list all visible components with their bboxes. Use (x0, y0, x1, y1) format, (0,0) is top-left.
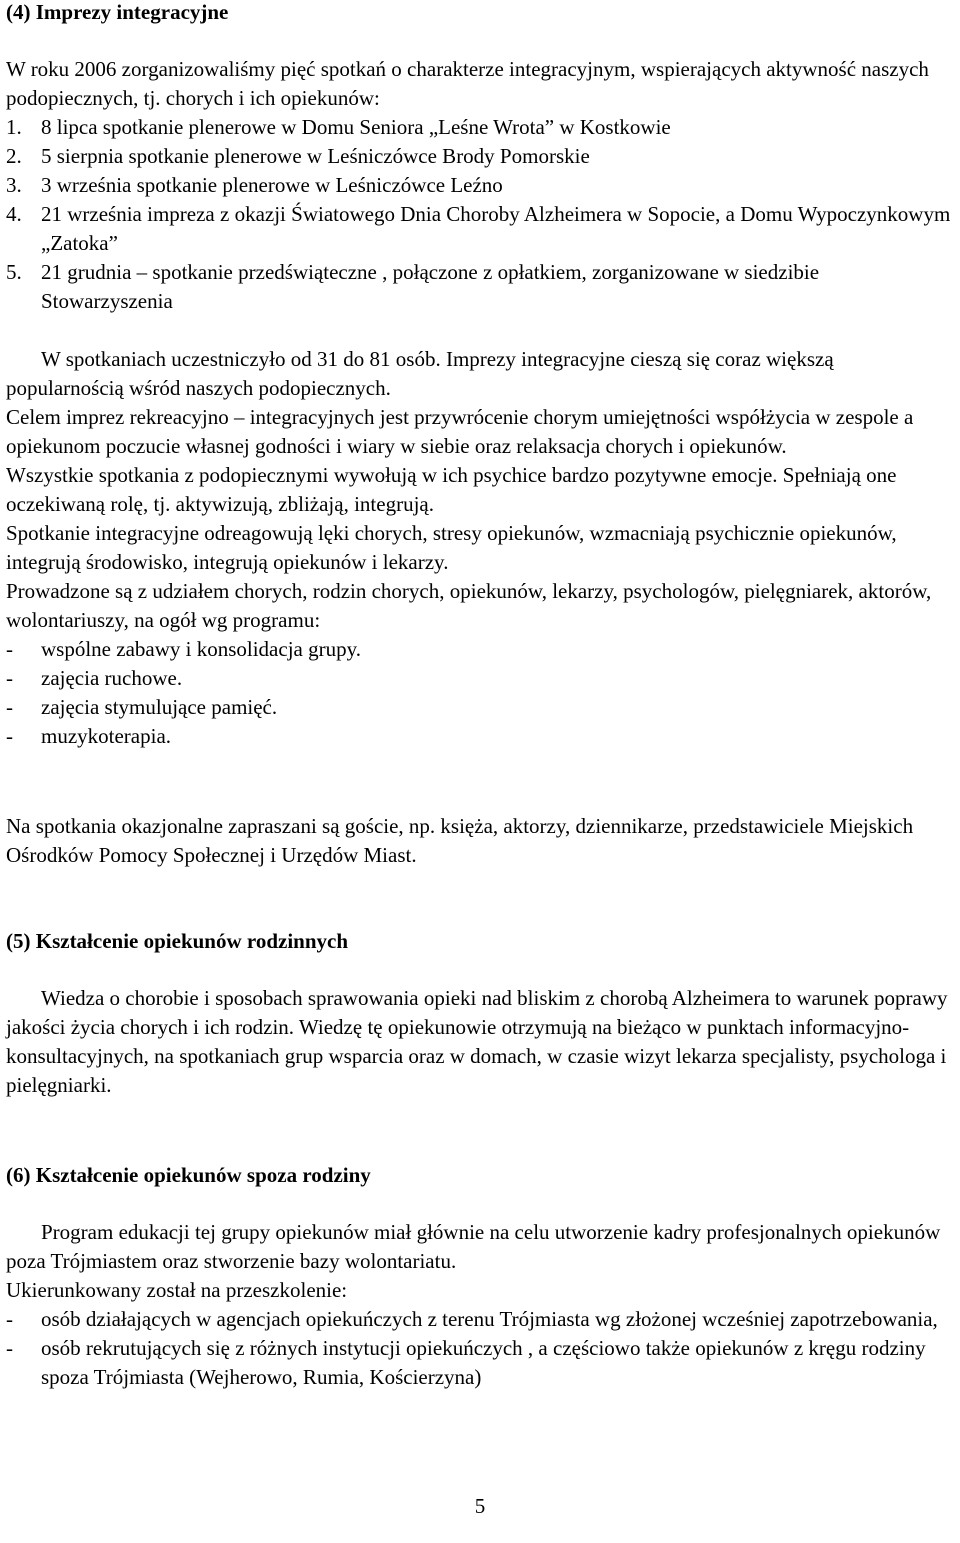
list-item-text: 5 sierpnia spotkanie plenerowe w Leśniczówce Brody Pomorskie (41, 144, 590, 168)
list-dash: - (6, 695, 13, 719)
paragraph: Na spotkania okazjonalne zapraszani są goście, np. księża, aktorzy, dziennikarze, przedstawiciele Miejskich Ośrodków Pomocy Społecznej i Urzędów Miast. (6, 814, 914, 867)
list-item-text: 8 lipca spotkanie plenerowe w Domu Seniora „Leśne Wrota” w Kostkowie (41, 115, 671, 139)
section-6-heading: (6) Kształcenie opiekunów spoza rodziny (6, 1163, 371, 1187)
list-item (6, 693, 956, 722)
list-item (6, 635, 956, 664)
list-item (6, 1334, 956, 1392)
list-item (6, 200, 956, 258)
list-number: 5. (6, 260, 22, 284)
list-dash: - (6, 1307, 13, 1331)
paragraph: Wszystkie spotkania z podopiecznymi wywołują w ich psychice bardzo pozytywne emocje. Spełniają one oczekiwaną rolę, tj. aktywizują, zbliżają, integrują. (6, 463, 897, 516)
paragraph: Prowadzone są z udziałem chorych, rodzin chorych, opiekunów, lekarzy, psychologów, pielęgniarek, aktorów, wolontariuszy, na ogół wg programu: (6, 579, 932, 632)
list-item (6, 722, 956, 751)
paragraph: Wiedza o chorobie i sposobach sprawowania opieki nad bliskim z chorobą Alzheimera to warunek poprawy jakości życia chorych i ich rodzin. Wiedzę tę opiekunowie otrzymują na bieżąco w punktach informacyjno-konsultacyjnych, na spotkaniach grup wsparcia oraz w domach, w czasie wizyt lekarza specjalisty, psychologa i pielęgniarki. (6, 986, 948, 1097)
list-number: 3. (6, 173, 22, 197)
training-list (6, 1305, 956, 1392)
paragraph: Spotkanie integracyjne odreagowują lęki chorych, stresy opiekunów, wzmacniają psychicznie opiekunów, integrują środowisko, integrują opiekunów i lekarzy. (6, 521, 897, 574)
list-item (6, 142, 956, 171)
list-dash: - (6, 1336, 13, 1360)
list-number: 1. (6, 115, 22, 139)
section-5-body (6, 984, 956, 1100)
paragraph: Program edukacji tej grupy opiekunów miał głównie na celu utworzenie kadry profesjonalnych opiekunów poza Trójmiastem oraz stworzenie bazy wolontariatu. (6, 1220, 941, 1273)
section-4-body (6, 55, 956, 316)
section-5 (6, 927, 956, 956)
list-item (6, 258, 956, 316)
list-item (6, 113, 956, 142)
paragraph: Celem imprez rekreacyjno – integracyjnych jest przywrócenie chorym umiejętności współżycia w zespole a opiekunom poczucie własnej godności i wiary w siebie oraz relaksacja chorych i opiekunów. (6, 405, 914, 458)
section-4-intro: W roku 2006 zorganizowaliśmy pięć spotkań o charakterze integracyjnym, wspierających aktywność naszych podopiecznych, tj. chorych i ich opiekunów: (6, 57, 929, 110)
paragraph: W spotkaniach uczestniczyło od 31 do 81 osób. Imprezy integracyjne cieszą się coraz większą popularnością wśród naszych podopiecznych. (6, 347, 834, 400)
list-dash: - (6, 637, 13, 661)
list-item-text: osób działających w agencjach opiekuńczych z terenu Trójmiasta wg złożonej wcześniej zapotrzebowania, (41, 1307, 938, 1331)
list-item-text: zajęcia stymulujące pamięć. (41, 695, 278, 719)
list-dash: - (6, 724, 13, 748)
section-4-heading: (4) Imprezy integracyjne (6, 0, 229, 24)
section-6-body (6, 1218, 956, 1392)
list-item (6, 664, 956, 693)
list-item-text: muzykoterapia. (41, 724, 172, 748)
list-item-text: osób rekrutujących się z różnych instytucji opiekuńczych , a częściowo także opiekunów z kręgu rodziny spoza Trójmiasta (Wejherowo, Rumia, Kościerzyna) (41, 1336, 926, 1389)
program-list (6, 635, 956, 751)
list-item-text: 3 września spotkanie plenerowe w Leśniczówce Leźno (41, 173, 503, 197)
section-4-text (6, 345, 956, 751)
section-4-guests (6, 812, 956, 870)
section-4 (6, 0, 956, 27)
list-dash: - (6, 666, 13, 690)
section-5-heading: (5) Kształcenie opiekunów rodzinnych (6, 929, 349, 953)
list-number: 2. (6, 144, 22, 168)
list-item (6, 1305, 956, 1334)
list-item-text: 21 września impreza z okazji Światowego Dnia Choroby Alzheimera w Sopocie, a Domu Wypoczynkowym „Zatoka” (41, 202, 951, 255)
list-item-text: wspólne zabawy i konsolidacja grupy. (41, 637, 361, 661)
paragraph: Ukierunkowany został na przeszkolenie: (6, 1278, 348, 1302)
list-item-text: zajęcia ruchowe. (41, 666, 183, 690)
list-number: 4. (6, 202, 22, 226)
list-item (6, 171, 956, 200)
page-number: 5 (474, 1494, 486, 1518)
events-list (6, 113, 956, 316)
list-item-text: 21 grudnia – spotkanie przedświąteczne , połączone z opłatkiem, zorganizowane w siedzibie Stowarzyszenia (41, 260, 820, 313)
section-6 (6, 1161, 956, 1190)
